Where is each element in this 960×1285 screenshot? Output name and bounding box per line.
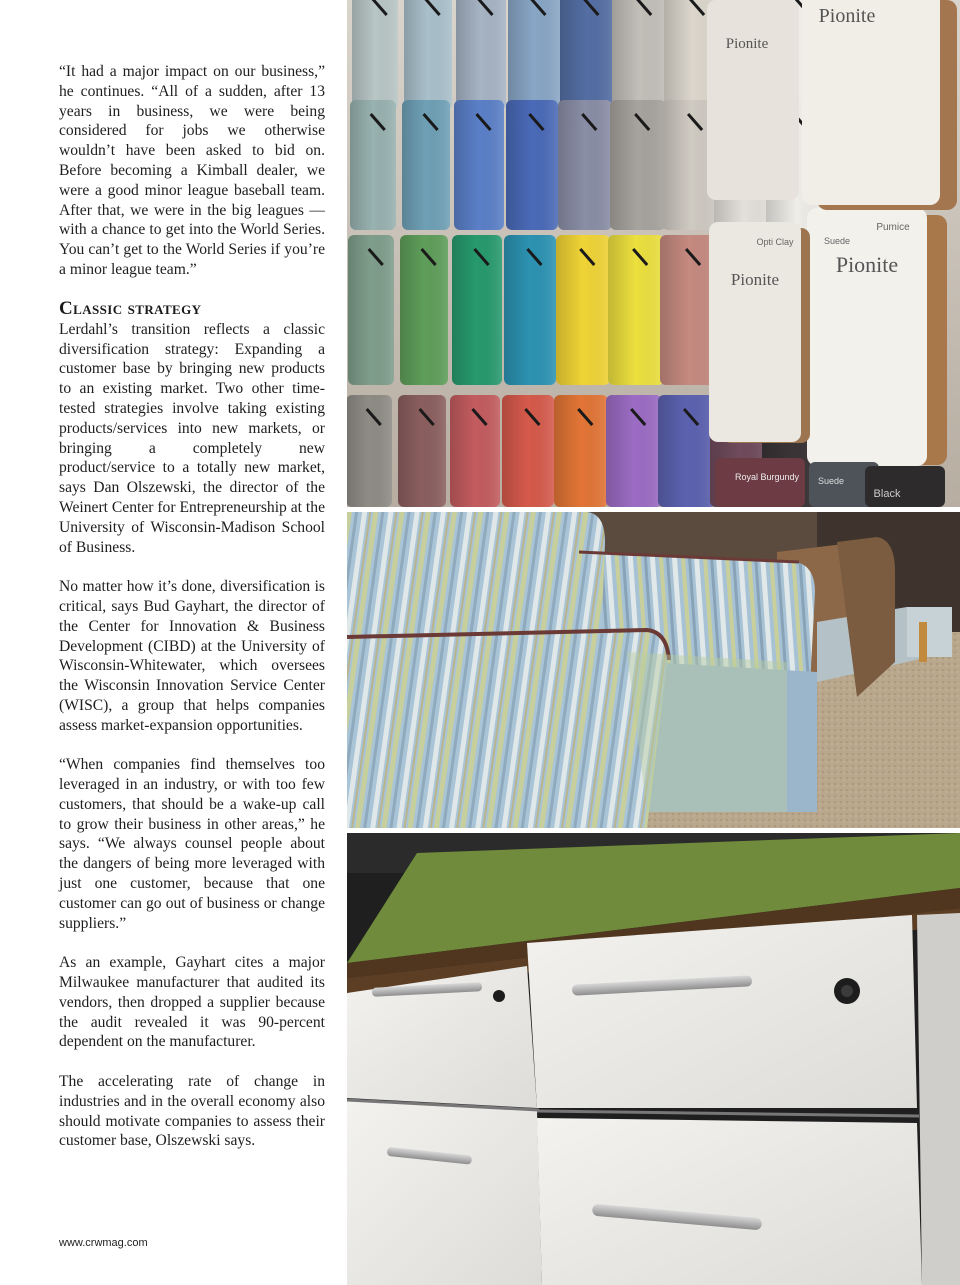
section-heading: Classic strategy [59, 297, 202, 319]
pionite-logo: Pionite [818, 5, 876, 27]
swatch-label-suede: Suede [823, 236, 851, 246]
pionite-card-right [807, 208, 947, 466]
article-paragraph: The accelerating rate of change in industries and in the overall economy also should motivate companies to assess their customer base, Olszewski says. [59, 1073, 325, 1150]
footer-url: www.crwmag.com [59, 1237, 148, 1249]
swatch-label-suede: Suede [817, 476, 845, 486]
swatch-label-black: Black [873, 488, 901, 500]
article-paragraph: Lerdahl’s transition reflects a classic diversification strategy: Expanding a customer base by bringing new products to an existing market. Two other time-tested strategies involve taking existing products/services into new markets, or bringing a completely new product/service to a totally new market, says Dan Olszewski, the director of the Weinert Center for Entrepreneurship at the University of Wisconsin-Madison School of Business. [59, 320, 325, 556]
swatch-label-royal-burgundy: Royal Burgundy [734, 472, 800, 482]
article-paragraph: “It had a major impact on our business,” he continues. “All of a sudden, after 13 years in business, we were being considered for jobs we otherwise wouldn’t have been asked to bid on. Before becoming a Kimball dealer, we were a good minor league baseball team. After that, we were in the big leagues — with a chance to get into the World Series. You can’t get to the World Series if you’re a minor league team.” [59, 63, 325, 278]
article-paragraph: As an example, Gayhart cites a major Milwaukee manufacturer that audited its vendors, then dropped a supplier because the audit revealed it was 90-percent dependent on the manufacturer. [59, 954, 325, 1051]
swatch-label-pumice: Pumice [876, 222, 910, 233]
swatch-label-opti-clay: Opti Clay [756, 237, 794, 247]
article-column [59, 62, 325, 1151]
article-paragraph: No matter how it’s done, diversification is critical, says Bud Gayhart, the director of the Center for Innovation & Business Development (CIBD) at the University of Wisconsin-Whitewater, which oversees the Wisconsin Innovation Service Center (WISC), a group that helps companies assess market-expansion opportunities. [59, 578, 325, 734]
pionite-logo: Pionite [835, 252, 899, 277]
pionite-logo: Pionite [730, 270, 780, 289]
lounge-chairs-photo [347, 512, 960, 828]
lock-icon [493, 990, 505, 1002]
pionite-card-middle [709, 222, 810, 443]
pionite-card-top-right [707, 0, 957, 210]
pionite-logo: Pionite [725, 36, 769, 52]
storage-cabinet-photo [347, 833, 960, 1285]
swatch-wall-photo [347, 0, 960, 507]
article-paragraph: “When companies find themselves too leveraged in an industry, or with too few customers, that should be a wake-up call to grow their business in other areas,” he says. “We always counsel people about the dangers of being more leveraged with just one customer, because that one customer can go out of business or change suppliers.” [59, 756, 325, 932]
